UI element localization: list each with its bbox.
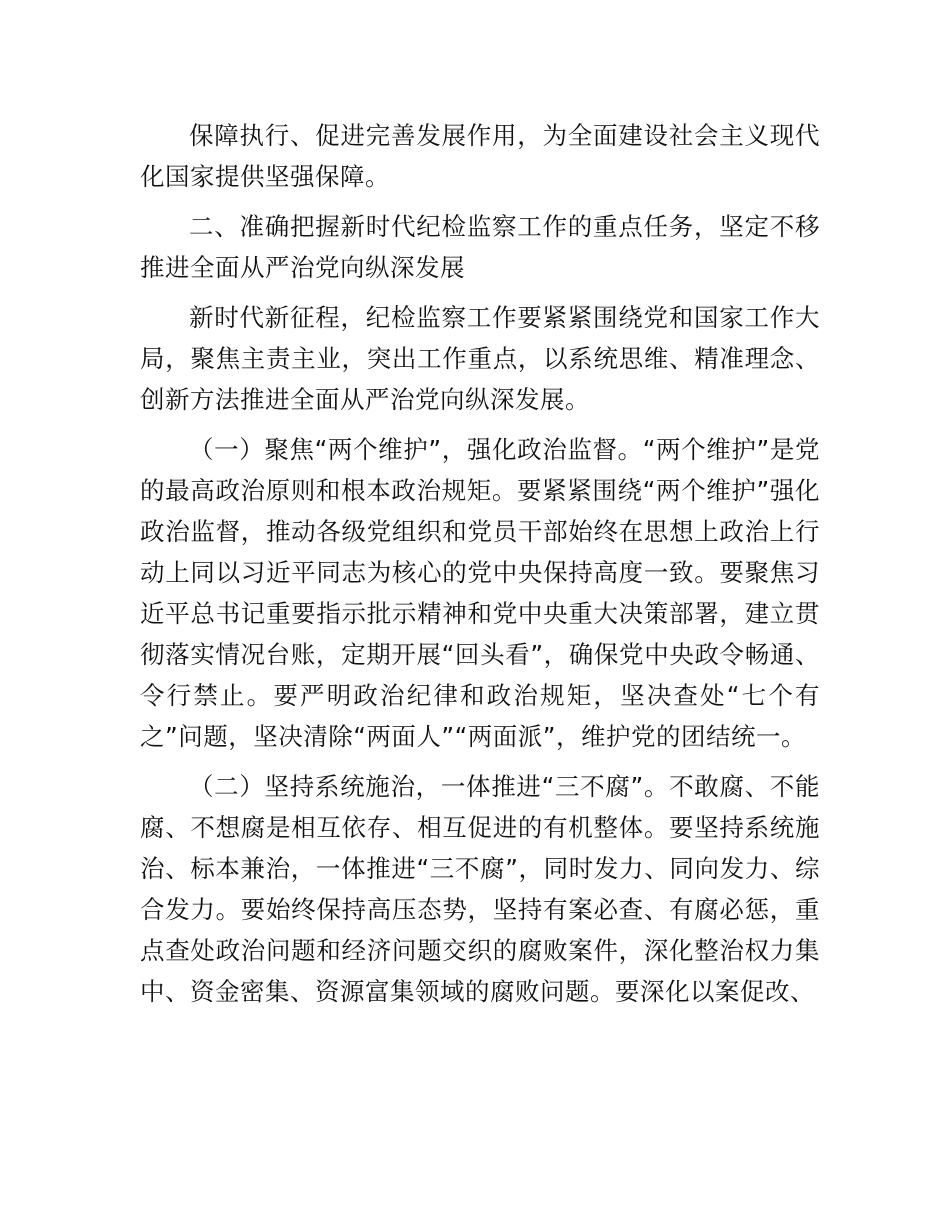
paragraph-continuation: 保障执行、促进完善发展作用，为全面建设社会主义现代化国家提供坚强保障。 <box>140 121 820 191</box>
document-page <box>140 115 820 1021</box>
paragraph-intro: 新时代新征程，纪检监察工作要紧紧围绕党和国家工作大局，聚焦主责主业，突出工作重点，以系统思维、精准理念、创新方法推进全面从严治党向纵深发展。 <box>140 303 820 414</box>
paragraph-item-2: （二）坚持系统施治，一体推进“三不腐”。不敢腐、不能腐、不想腐是相互依存、相互促进的有机整体。要坚持系统施治、标本兼治，一体推进“三不腐”，同时发力、同向发力、综合发力。要始终保持高压态势，坚持有案必查、有腐必惩，重点查处政治问题和经济问题交织的腐败案件，深化整治权力集中、资金密集、资源富集领域的腐败问题。要深化以案促改、 <box>140 772 820 1006</box>
section-heading: 二、准确把握新时代纪检监察工作的重点任务，坚定不移推进全面从严治党向纵深发展 <box>140 212 820 282</box>
paragraph-item-1: （一）聚焦“两个维护”，强化政治监督。“两个维护”是党的最高政治原则和根本政治规矩。要紧紧围绕“两个维护”强化政治监督，推动各级党组织和党员干部始终在思想上政治上行动上同以习近平同志为核心的党中央保持高度一致。要聚焦习近平总书记重要指示批示精神和党中央重大决策部署，建立贯彻落实情况台账，定期开展“回头看”，确保党中央政令畅通、令行禁止。要严明政治纪律和政治规矩，坚决查处“七个有之”问题，坚决清除“两面人”“两面派”，维护党的团结统一。 <box>140 435 820 751</box>
